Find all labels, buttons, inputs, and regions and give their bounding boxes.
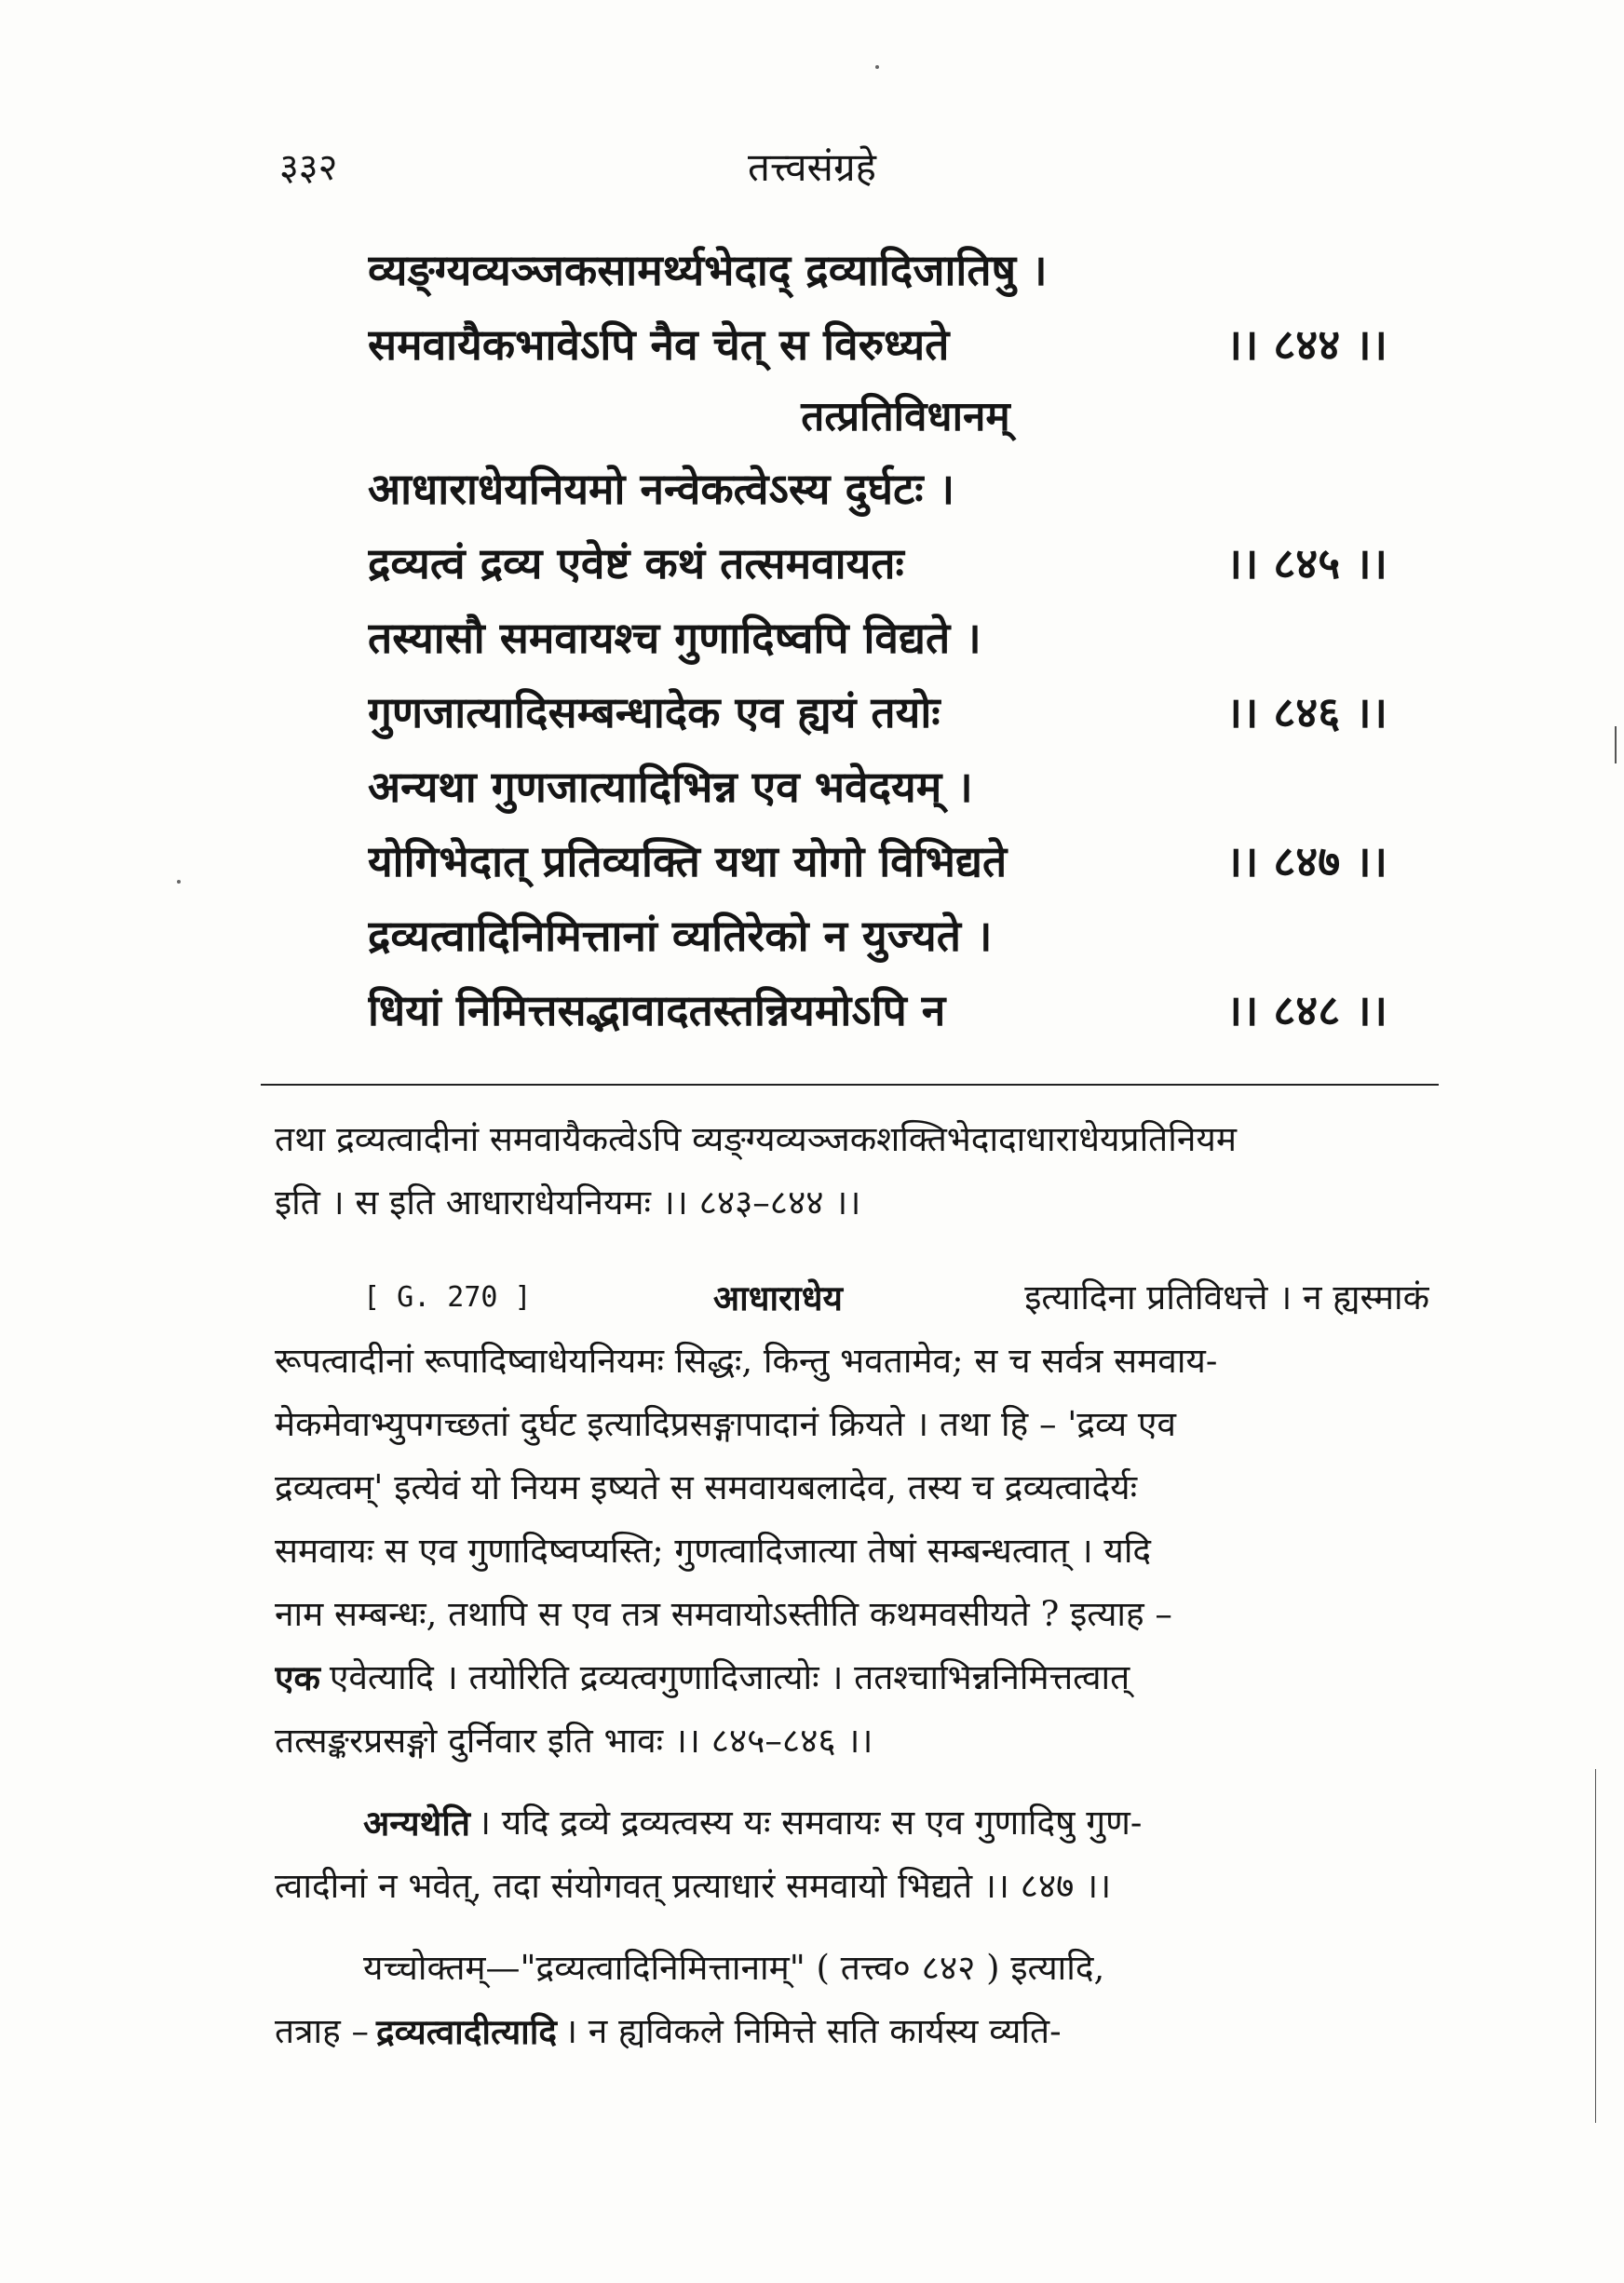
verse-number: ।। ८४६ ।।: [1225, 687, 1387, 737]
verse-line: [368, 973, 1387, 1047]
verse-line: [368, 675, 1387, 750]
commentary-line: यच्चोक्तम्—"द्रव्यत्वादिनिमित्तानाम्" ( तत्त्व० ८४२ ) इत्यादि,: [363, 1948, 1105, 1988]
commentary-line: समवायः स एव गुणादिष्वप्यस्ति; गुणत्वादिजात्या तेषां सम्बन्धत्वात् । यदि: [275, 1531, 1152, 1571]
running-title: तत्त्वसंग्रहे: [748, 144, 876, 190]
verse-number: ।। ८४५ ।।: [1225, 538, 1387, 588]
verse-line: [368, 601, 1387, 675]
page-number: ३३२: [279, 146, 338, 189]
verse-line: [368, 233, 1387, 307]
verse-line: [368, 898, 1387, 973]
footnote-divider: [261, 1084, 1439, 1086]
scan-edge-mark: [1615, 726, 1617, 763]
scan-speck: [177, 880, 181, 884]
section-heading: तत्प्रतिविधानम्: [801, 393, 1010, 440]
verse-line: [368, 526, 1387, 601]
verse-text: द्रव्यत्वं द्रव्य एवेष्टं कथं तत्समवायतः: [368, 538, 904, 588]
verse-block: [368, 233, 1387, 1047]
commentary-line: मेकमेवाभ्युपगच्छतां दुर्घट इत्यादिप्रसङ्गापादानं क्रियते । तथा हि – 'द्रव्य एव: [275, 1404, 1176, 1444]
lemma-keyword: आधाराधेय: [712, 1277, 843, 1318]
verse-line: [368, 750, 1387, 824]
verse-text: धियां निमित्तसद्भावादतस्तन्नियमोऽपि न: [368, 985, 946, 1035]
commentary-line: [275, 1791, 1429, 1855]
verse-text: आधाराधेयनियमो नन्वेकत्वेऽस्य दुर्घटः ।: [368, 464, 955, 514]
scan-edge-mark: [1595, 1769, 1596, 2123]
verse-line: [368, 824, 1387, 898]
line-text: । न ह्यविकले निमित्ते सति कार्यस्य व्यति-: [563, 2011, 1062, 2051]
verse-number: ।। ८४७ ।।: [1225, 836, 1387, 886]
verse-text: तस्यासौ समवायश्च गुणादिष्वपि विद्यते ।: [368, 613, 981, 663]
commentary-line: [275, 1646, 1429, 1709]
commentary-paragraph: [275, 1108, 1429, 1235]
commentary-line: नाम सम्बन्धः, तथापि स एव तत्र समवायोऽस्तीति कथमवसीयते ? इत्याह –: [275, 1594, 1172, 1634]
scan-speck: [875, 65, 879, 69]
commentary-line: [275, 2000, 1429, 2063]
line-text: इत्यादिना प्रतिविधत्ते । न ह्यस्माकं: [1024, 1277, 1429, 1317]
commentary-paragraph: [275, 1937, 1429, 2063]
commentary-line: [275, 1266, 1429, 1330]
commentary-line: तथा द्रव्यत्वादीनां समवायैकत्वेऽपि व्यङ्ग्यव्यञ्जकशक्तिभेदादाधाराधेयप्रतिनियम: [275, 1119, 1237, 1159]
verse-text: अन्यथा गुणजात्यादिभिन्न एव भवेदयम् ।: [368, 762, 973, 812]
verse-text: योगिभेदात् प्रतिव्यक्ति यथा योगो विभिद्यते: [368, 836, 1008, 886]
verse-text: द्रव्यत्वादिनिमित्तानां व्यतिरेको न युज्यते ।: [368, 911, 993, 961]
commentary-line: त्वादीनां न भवेत्, तदा संयोगवत् प्रत्याधारं समवायो भिद्यते ।। ८४७ ।।: [275, 1866, 1112, 1906]
commentary-line: इति । स इति आधाराधेयनियमः ।। ८४३–८४४ ।।: [275, 1182, 861, 1223]
commentary-paragraph: [275, 1266, 1429, 1773]
verse-text: समवायैकभावेऽपि नैव चेत् स विरुध्यते: [368, 319, 950, 370]
commentary: [275, 1089, 1429, 2063]
edition-reference: [ G. 270 ]: [363, 1281, 532, 1314]
lemma-keyword: द्रव्यत्वादीत्यादि: [376, 2011, 557, 2052]
verse-line: [368, 307, 1387, 382]
verse-text: व्यङ्ग्यव्यञ्जकसामर्थ्यभेदाद् द्रव्यादिजातिषु ।: [368, 245, 1048, 295]
lemma-keyword: अन्यथेति: [363, 1803, 470, 1844]
verse-number: ।। ८४४ ।।: [1225, 319, 1387, 370]
commentary-line: रूपत्वादीनां रूपादिष्वाधेयनियमः सिद्धः, किन्तु भवतामेव; स च सर्वत्र समवाय-: [275, 1341, 1218, 1381]
commentary-paragraph: [275, 1791, 1429, 1918]
commentary-line: तत्सङ्करप्रसङ्गो दुर्निवार इति भावः ।। ८४५–८४६ ।।: [275, 1721, 873, 1761]
verse-line: [368, 452, 1387, 526]
line-text: तत्राह –: [275, 2011, 370, 2051]
verse-text: गुणजात्यादिसम्बन्धादेक एव ह्ययं तयोः: [368, 687, 941, 737]
commentary-line: द्रव्यत्वम्' इत्येवं यो नियम इष्यते स समवायबलादेव, तस्य च द्रव्यत्वादेर्यः: [275, 1467, 1138, 1507]
lemma-keyword: एक: [275, 1657, 320, 1698]
verse-number: ।। ८४८ ।।: [1225, 985, 1387, 1035]
line-text: । यदि द्रव्ये द्रव्यत्वस्य यः समवायः स एव गुणादिषु गुण-: [477, 1803, 1143, 1843]
line-text: एवेत्यादि । तयोरिति द्रव्यत्वगुणादिजात्योः । ततश्चाभिन्ननिमित्तत्वात्: [329, 1657, 1130, 1697]
